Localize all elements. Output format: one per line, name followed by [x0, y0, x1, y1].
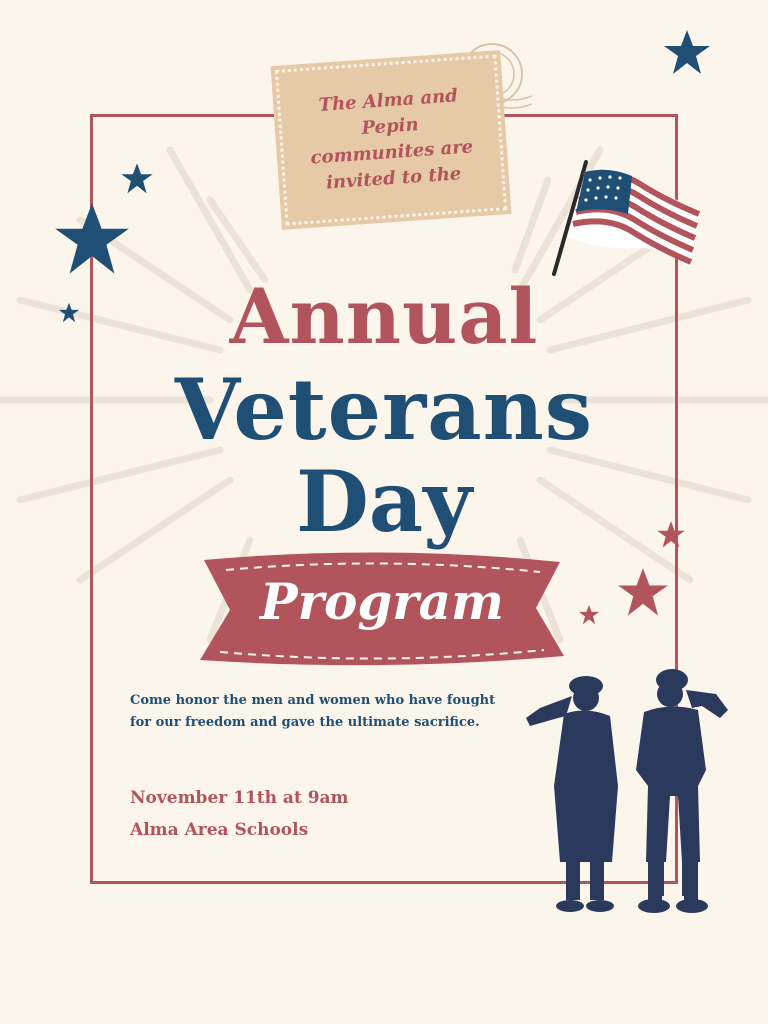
- tagline: [130, 690, 550, 734]
- event-location: Alma Area Schools: [130, 820, 309, 840]
- event-date: November 11th at 9am: [130, 788, 349, 808]
- title-annual: Annual: [229, 272, 539, 361]
- invite-line: Pepin: [360, 114, 420, 139]
- program-label: Program: [260, 572, 504, 631]
- star-icon: [120, 162, 154, 196]
- tagline-line: Come honor the men and women who have fought: [130, 693, 496, 708]
- star-icon: [662, 28, 712, 78]
- star-icon: [52, 200, 132, 280]
- title-veterans: Veterans: [174, 360, 594, 459]
- invite-line: The Alma and: [318, 85, 459, 116]
- invitation-stamp: [275, 54, 507, 225]
- star-icon: [578, 604, 600, 626]
- invite-line: invited to the: [325, 163, 462, 194]
- invite-line: communites are: [309, 136, 474, 169]
- tagline-line: for our freedom and gave the ultimate sacrifice.: [130, 715, 480, 730]
- invitation-text: [298, 82, 485, 198]
- saluting-soldiers-icon: [520, 666, 740, 918]
- us-flag-icon: [540, 150, 710, 280]
- star-icon: [616, 566, 670, 620]
- title-day: Day: [295, 452, 473, 551]
